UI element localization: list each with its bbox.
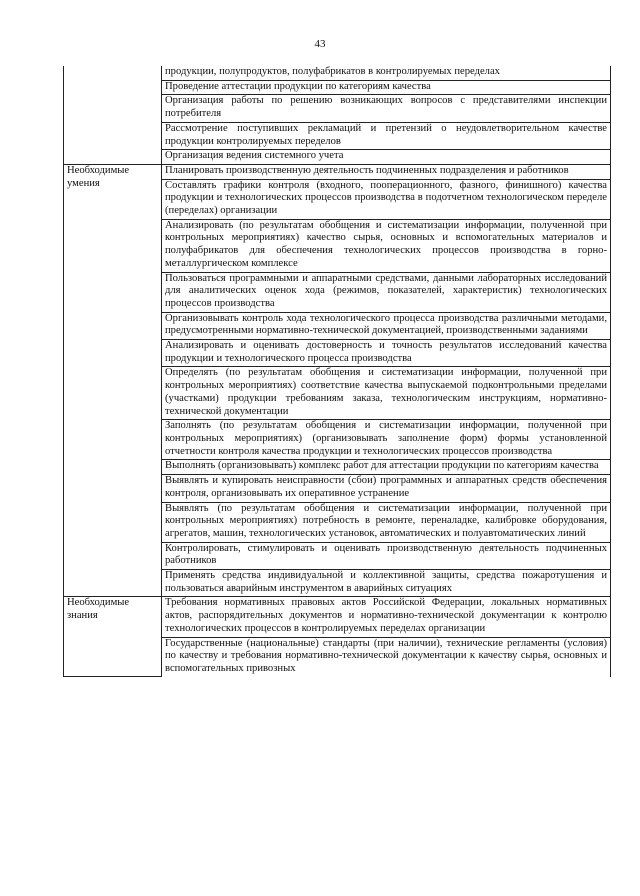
requirement-cell: Планировать производственную деятельность подчиненных подразделения и работников bbox=[162, 164, 611, 179]
requirement-cell: Проведение аттестации продукции по категориям качества bbox=[162, 80, 611, 95]
category-cell bbox=[64, 66, 162, 164]
requirement-cell: Требования нормативных правовых актов Российской Федерации, локальных нормативных актов, распорядительных документов и нормативно-технической документации к контролю технологических процессов в контролируемых переделах организации bbox=[162, 597, 611, 637]
requirement-cell: Выявлять (по результатам обобщения и систематизации информации, полученной при контрольных мероприятиях) потребность в ремонте, переналадке, калибровке оборудования, агрегатов, машин, технологических установок, автоматических и полуавтоматических линий bbox=[162, 502, 611, 542]
requirement-cell: Выполнять (организовывать) комплекс работ для аттестации продукции по категориям качества bbox=[162, 460, 611, 475]
requirement-cell: Организация работы по решению возникающих вопросов с представителями инспекции потребителя bbox=[162, 95, 611, 122]
requirements-table bbox=[63, 66, 611, 677]
category-cell: Необходимые умения bbox=[64, 164, 162, 597]
category-cell: Необходимые знания bbox=[64, 597, 162, 677]
requirement-cell: Государственные (национальные) стандарты (при наличии), технические регламенты (условия) по качеству и требования нормативно-технической документации к качеству сырья, основных и вспомогательных привозных bbox=[162, 637, 611, 677]
table-row bbox=[64, 164, 611, 179]
requirement-cell: Составлять графики контроля (входного, пооперационного, фазного, финишного) качества продукции и технологических процессов производства в подотчетном технологическом переделе (переделах) организации bbox=[162, 179, 611, 219]
requirement-cell: Определять (по результатам обобщения и систематизации информации, полученной при контрольных мероприятиях) соответствие качества выпускаемой подконтрольными пределами (участками) продукции требованиям заказа, технологическим инструкциям, нормативно-технической документации bbox=[162, 367, 611, 420]
requirement-cell: Анализировать (по результатам обобщения и систематизации информации, полученной при контрольных мероприятиях) качество сырья, основных и вспомогательных материалов и полуфабрикатов для обеспечения технологических процессов производства в горно-металлургическом комплексе bbox=[162, 219, 611, 272]
requirement-cell: Выявлять и купировать неисправности (сбои) программных и аппаратных средств обеспечения контроля, организовывать их оперативное устранение bbox=[162, 475, 611, 502]
requirement-cell: Контролировать, стимулировать и оценивать производственную деятельность подчиненных работников bbox=[162, 542, 611, 569]
page-number: 43 bbox=[314, 38, 326, 50]
requirement-cell: Пользоваться программными и аппаратными средствами, данными лабораторных исследований для аналитических оценок хода (режимов, показателей, характеристик) технологических процессов производства bbox=[162, 272, 611, 312]
requirement-cell: продукции, полупродуктов, полуфабрикатов в контролируемых переделах bbox=[162, 66, 611, 80]
table-row bbox=[64, 66, 611, 80]
requirement-cell: Заполнять (по результатам обобщения и систематизации информации, полученной при контрольных мероприятиях) (организовывать заполнение форм) формы установленной отчетности контроля качества продукции и технологических процессов производства bbox=[162, 420, 611, 460]
table-row bbox=[64, 597, 611, 637]
requirement-cell: Организовывать контроль хода технологического процесса производства различными методами, предусмотренными нормативно-технической документацией, производственными заданиями bbox=[162, 312, 611, 339]
requirement-cell: Организация ведения системного учета bbox=[162, 150, 611, 165]
requirement-cell: Применять средства индивидуальной и коллективной защиты, средства пожаротушения и пользоваться аварийным инструментом в аварийных ситуациях bbox=[162, 570, 611, 597]
requirement-cell: Анализировать и оценивать достоверность и точность результатов исследований качества продукции и технологического процесса производства bbox=[162, 340, 611, 367]
requirement-cell: Рассмотрение поступивших рекламаций и претензий о неудовлетворительном качестве продукции контролируемых переделов bbox=[162, 122, 611, 149]
